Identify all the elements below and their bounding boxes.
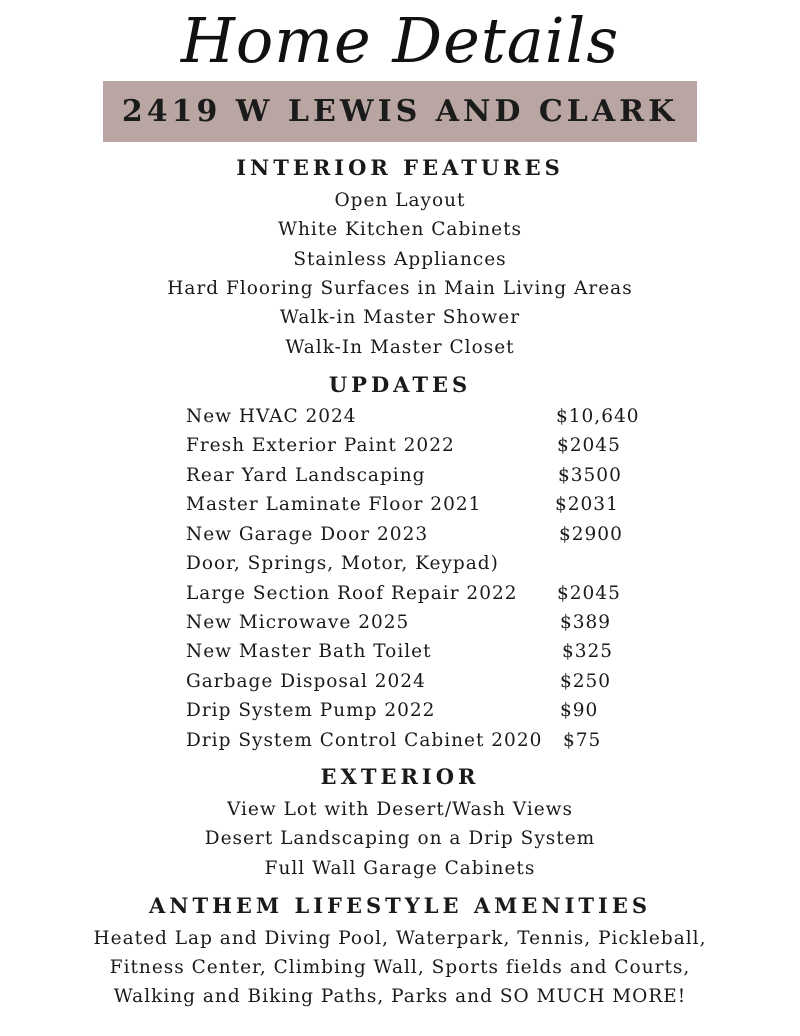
exterior-item: View Lot with Desert/Wash Views: [226, 799, 574, 820]
page-title: Home Details: [180, 4, 620, 77]
update-row: [0, 402, 800, 431]
amenities-line: Walking and Biking Paths, Parks and SO MUCH MORE!: [113, 986, 687, 1007]
interior-item: Stainless Appliances: [293, 249, 507, 270]
update-price: $2031: [555, 494, 619, 515]
update-row: [0, 549, 800, 578]
exterior-item: Desert Landscaping on a Drip System: [204, 828, 596, 849]
update-row: [0, 637, 800, 666]
update-row: [0, 431, 800, 460]
exterior-heading: EXTERIOR: [320, 764, 480, 789]
update-label: Drip System Pump 2022: [186, 700, 436, 721]
update-label: New HVAC 2024: [186, 406, 357, 427]
address-text: 2419 W LEWIS AND CLARK: [121, 94, 679, 129]
amenities-line: Heated Lap and Diving Pool, Waterpark, Tennis, Pickleball,: [93, 928, 707, 949]
interior-item: White Kitchen Cabinets: [277, 219, 523, 240]
update-row: [0, 608, 800, 637]
update-row: [0, 520, 800, 549]
update-label: Master Laminate Floor 2021: [186, 494, 482, 515]
update-price: $250: [560, 671, 612, 692]
update-label: Garbage Disposal 2024: [186, 671, 426, 692]
interior-heading: INTERIOR FEATURES: [236, 155, 564, 180]
update-price: $2045: [557, 435, 621, 456]
update-label: Door, Springs, Motor, Keypad): [186, 553, 499, 574]
update-price: $3500: [558, 465, 622, 486]
update-price: $10,640: [556, 406, 640, 427]
update-label: New Garage Door 2023: [186, 524, 429, 545]
update-label: New Microwave 2025: [186, 612, 410, 633]
update-price: $325: [562, 641, 614, 662]
update-price: $389: [560, 612, 612, 633]
update-row: [0, 696, 800, 725]
update-price: $75: [563, 730, 602, 751]
update-price: $90: [560, 700, 599, 721]
amenities-heading: ANTHEM LIFESTYLE AMENITIES: [148, 893, 652, 918]
updates-heading: UPDATES: [328, 372, 472, 397]
address-banner: [103, 81, 697, 142]
update-label: Rear Yard Landscaping: [186, 465, 426, 486]
interior-item: Open Layout: [334, 190, 466, 211]
amenities-line: Fitness Center, Climbing Wall, Sports fields and Courts,: [109, 957, 691, 978]
update-row: [0, 579, 800, 608]
update-row: [0, 667, 800, 696]
update-label: Large Section Roof Repair 2022: [186, 583, 518, 604]
update-price: $2045: [557, 583, 621, 604]
interior-item: Walk-in Master Shower: [279, 307, 521, 328]
exterior-item: Full Wall Garage Cabinets: [264, 858, 536, 879]
update-label: New Master Bath Toilet: [186, 641, 432, 662]
update-label: Drip System Control Cabinet 2020: [186, 730, 543, 751]
update-row: [0, 490, 800, 519]
interior-item: Walk-In Master Closet: [285, 337, 515, 358]
interior-item: Hard Flooring Surfaces in Main Living Areas: [167, 278, 633, 299]
update-row: [0, 461, 800, 490]
update-price: $2900: [559, 524, 623, 545]
update-row: [0, 726, 800, 755]
update-label: Fresh Exterior Paint 2022: [186, 435, 455, 456]
